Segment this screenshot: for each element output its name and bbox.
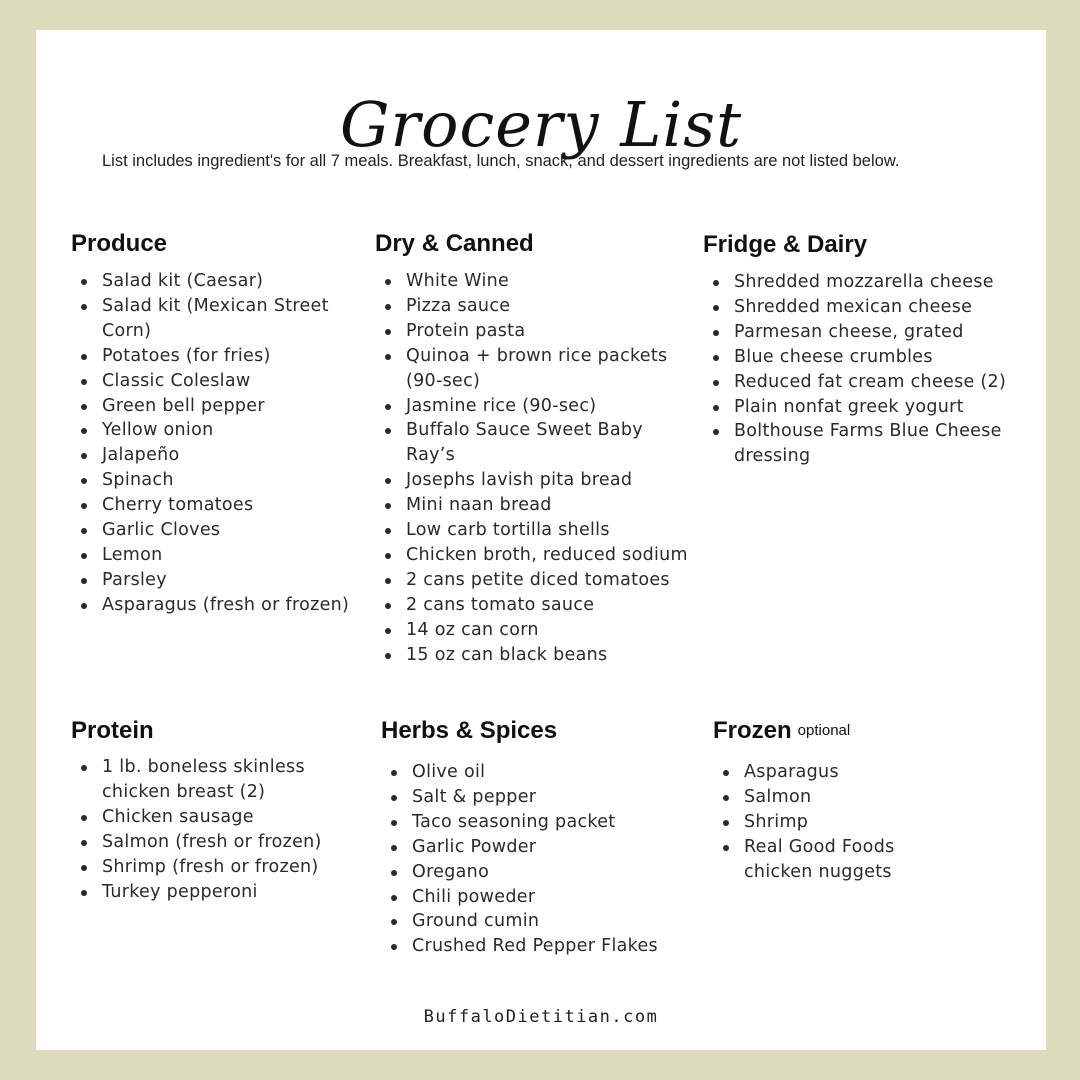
list-item: Taco seasoning packet	[381, 810, 701, 835]
list-herbs-spices	[381, 760, 701, 959]
list-item: Garlic Powder	[381, 835, 701, 860]
list-item: Pizza sauce	[375, 294, 695, 319]
list-item: White Wine	[375, 269, 695, 294]
list-item: Shrimp (fresh or frozen)	[71, 855, 341, 880]
list-frozen	[713, 760, 913, 885]
list-item: Chili poweder	[381, 885, 701, 910]
list-item: Chicken sausage	[71, 805, 341, 830]
section-fridge-dairy	[703, 229, 1023, 469]
list-item: Jasmine rice (90-sec)	[375, 394, 695, 419]
list-item: Green bell pepper	[71, 394, 371, 419]
list-item: Spinach	[71, 468, 371, 493]
list-fridge-dairy	[703, 270, 1023, 469]
list-item: Turkey pepperoni	[71, 880, 341, 905]
section-produce	[71, 228, 371, 618]
frozen-heading-label: Frozen	[713, 717, 792, 744]
list-item: Lemon	[71, 543, 371, 568]
section-heading-fridge-dairy: Fridge & Dairy	[703, 231, 868, 258]
section-protein	[71, 715, 341, 904]
list-item: Salt & pepper	[381, 785, 701, 810]
list-item: Salad kit (Mexican Street Corn)	[71, 294, 371, 344]
list-item: Classic Coleslaw	[71, 369, 371, 394]
section-heading-produce: Produce	[71, 230, 168, 257]
section-dry-canned	[375, 228, 695, 668]
list-item: Parmesan cheese, grated	[703, 320, 1023, 345]
list-item: Protein pasta	[375, 319, 695, 344]
list-item: Parsley	[71, 568, 371, 593]
list-item: Ground cumin	[381, 909, 701, 934]
list-item: Yellow onion	[71, 418, 371, 443]
list-item: Salmon	[713, 785, 913, 810]
list-item: Garlic Cloves	[71, 518, 371, 543]
list-item: Real Good Foods chicken nuggets	[713, 835, 913, 885]
list-item: Plain nonfat greek yogurt	[703, 395, 1023, 420]
list-dry-canned	[375, 269, 695, 668]
list-item: 14 oz can corn	[375, 618, 695, 643]
list-item: Asparagus	[713, 760, 913, 785]
list-item: Salmon (fresh or frozen)	[71, 830, 341, 855]
list-item: Oregano	[381, 860, 701, 885]
list-item: 2 cans petite diced tomatoes	[375, 568, 695, 593]
list-item: Asparagus (fresh or frozen)	[71, 593, 371, 618]
list-item: Buffalo Sauce Sweet Baby Ray’s	[375, 418, 695, 468]
list-item: Chicken broth, reduced sodium	[375, 543, 695, 568]
list-protein	[71, 755, 341, 904]
section-herbs-spices	[381, 715, 701, 959]
list-item: Salad kit (Caesar)	[71, 269, 371, 294]
list-item: Jalapeño	[71, 443, 371, 468]
intro-text: List includes ingredient's for all 7 meals. Breakfast, lunch, snack, and dessert ingredients are not listed below.	[102, 152, 900, 170]
section-heading-protein: Protein	[71, 717, 154, 744]
list-item: Shrimp	[713, 810, 913, 835]
list-item: Shredded mozzarella cheese	[703, 270, 1023, 295]
frozen-optional-note: optional	[797, 722, 851, 739]
section-frozen	[713, 715, 913, 885]
list-item: Blue cheese crumbles	[703, 345, 1023, 370]
list-item: Bolthouse Farms Blue Cheese dressing	[703, 419, 1023, 469]
section-heading-herbs-spices: Herbs & Spices	[381, 717, 558, 744]
list-item: Quinoa + brown rice packets (90-sec)	[375, 344, 695, 394]
footer-website: BuffaloDietitian.com	[423, 1007, 659, 1027]
section-heading-dry-canned: Dry & Canned	[375, 230, 534, 257]
list-item: Cherry tomatoes	[71, 493, 371, 518]
section-heading-frozen	[713, 715, 913, 747]
grocery-list-card	[36, 30, 1046, 1050]
list-item: 1 lb. boneless skinless chicken breast (2)	[71, 755, 341, 805]
list-item: Low carb tortilla shells	[375, 518, 695, 543]
list-item: Josephs lavish pita bread	[375, 468, 695, 493]
list-item: Reduced fat cream cheese (2)	[703, 370, 1023, 395]
list-item: Crushed Red Pepper Flakes	[381, 934, 701, 959]
list-produce	[71, 269, 371, 618]
list-item: Olive oil	[381, 760, 701, 785]
list-item: Mini naan bread	[375, 493, 695, 518]
list-item: 2 cans tomato sauce	[375, 593, 695, 618]
page-title: Grocery List	[339, 88, 742, 161]
list-item: 15 oz can black beans	[375, 643, 695, 668]
list-item: Potatoes (for fries)	[71, 344, 371, 369]
list-item: Shredded mexican cheese	[703, 295, 1023, 320]
